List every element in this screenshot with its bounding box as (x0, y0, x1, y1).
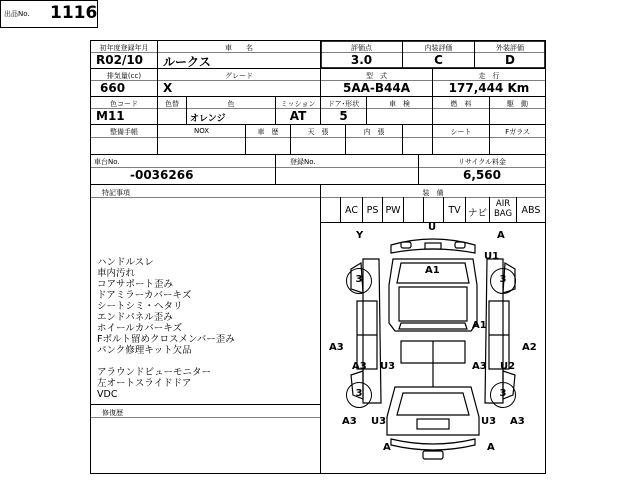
damage-code: U2 (500, 361, 516, 372)
damage-code: A3 (472, 361, 487, 372)
manual-label: 整備手帳 (110, 128, 138, 136)
remark-item: アラウンドビューモニター (97, 367, 212, 378)
equipment-pw: PW (385, 205, 401, 216)
interior-fabric-label: 内 張 (363, 128, 385, 136)
doors-value: 5 (339, 109, 348, 123)
lot-label: 出品No. (4, 10, 30, 18)
interior-label: 内装評価 (424, 44, 453, 52)
tire-right-front-value: 3 (499, 274, 507, 285)
chassis-no-value: -0036266 (130, 168, 194, 182)
history-label: 車 歴 (257, 128, 279, 136)
damage-code: A (487, 442, 495, 453)
interior-value: C (434, 53, 443, 67)
damage-code: A1 (472, 320, 487, 331)
damage-code: Y (356, 230, 364, 241)
drive-label: 駆 動 (507, 100, 528, 108)
damage-code: A3 (352, 361, 367, 372)
seat-label: シート (450, 128, 472, 136)
mileage-value: 177,444 Km (448, 81, 530, 95)
damage-code: A1 (425, 265, 440, 276)
equipment-abs: ABS (521, 205, 541, 216)
color-change-label: 色替 (165, 100, 179, 108)
remark-item: コアサポート歪み (97, 279, 174, 290)
damage-code: U3 (481, 416, 497, 427)
damage-code: U1 (484, 251, 500, 262)
model-value: 5AA-B44A (342, 81, 411, 95)
color-value: オレンジ (190, 114, 226, 124)
sunroof-label: 天 張 (307, 128, 329, 136)
first-reg-value: R02/10 (96, 53, 144, 67)
damage-code: A (383, 442, 391, 453)
car-name-value: ルークス (163, 55, 211, 69)
color-code-value: M11 (96, 109, 125, 123)
recycle-fee-label: リサイクル料金 (457, 158, 507, 166)
model-label: 型 式 (366, 72, 387, 80)
damage-code: U (428, 222, 437, 233)
color-code-label: 色コード (110, 100, 138, 108)
remarks-list (97, 257, 235, 400)
remark-item (97, 356, 235, 367)
damage-code: A2 (522, 342, 537, 353)
equipment-ps: PS (366, 205, 379, 216)
score-value: 3.0 (350, 53, 373, 67)
equipment-airbag: AIR BAG (493, 199, 513, 219)
reg-no-label: 登録No. (290, 158, 316, 166)
mileage-label: 走 行 (478, 72, 500, 80)
tire-right-rear-value: 3 (499, 388, 507, 399)
remark-item: VDC (97, 389, 118, 400)
nox-label: NOX (193, 127, 210, 135)
remark-item: ホイールカバーキズ (97, 323, 183, 334)
remark-item: 左オートスライドドア (97, 378, 192, 389)
inspection-label: 車 検 (389, 100, 410, 108)
exterior-label: 外装評価 (496, 44, 524, 52)
remark-item: Fボルト留めクロスメンバー歪み (97, 334, 235, 345)
exterior-value: D (505, 53, 515, 67)
remark-item: ドアミラーカバーキズ (97, 290, 192, 301)
damage-code: U3 (371, 416, 387, 427)
equipment-label: 装 備 (422, 189, 444, 197)
mission-value: AT (289, 109, 307, 123)
equipment-navi: ナビ (467, 208, 487, 219)
fuel-label: 燃 料 (450, 100, 472, 108)
tire-left-rear-value: 3 (355, 388, 363, 399)
grade-label: グレード (225, 72, 253, 80)
doors-label: ドア･形状 (327, 100, 360, 108)
damage-code: A3 (342, 416, 357, 427)
car-name-label: 車 名 (225, 44, 253, 52)
remark-item: 車内汚れ (97, 268, 136, 279)
damage-code: U3 (380, 361, 396, 372)
lot-number: 1116 (50, 3, 98, 23)
displacement-label: 排気量(cc) (106, 72, 142, 80)
f-glass-label: Fガラス (505, 128, 530, 136)
car-diagram (321, 223, 545, 473)
remark-item: エンドパネル歪み (97, 312, 173, 323)
equipment-ac: AC (345, 205, 358, 216)
mission-label: ミッション (280, 100, 316, 108)
equipment-tv: TV (448, 205, 461, 216)
remark-item: ハンドルスレ (97, 257, 154, 268)
score-label: 評価点 (351, 44, 372, 52)
damage-code: A3 (329, 342, 344, 353)
remark-item: パンク修理キット欠品 (97, 345, 192, 356)
repair-history-label: 修復歴 (102, 409, 123, 417)
recycle-fee-value: 6,560 (463, 168, 501, 182)
chassis-no-label: 車台No. (94, 158, 120, 166)
remark-item: シートシミ・ヘタリ (97, 301, 183, 312)
remarks-label: 特記事項 (102, 189, 130, 197)
color-label: 色 (227, 100, 235, 108)
tire-left-front-value: 3 (355, 274, 363, 285)
displacement-value: 660 (100, 81, 126, 95)
damage-code: A3 (510, 416, 525, 427)
damage-code: A (497, 230, 505, 241)
first-reg-label: 初年度登録年月 (99, 44, 149, 52)
grade-value: X (163, 81, 173, 95)
